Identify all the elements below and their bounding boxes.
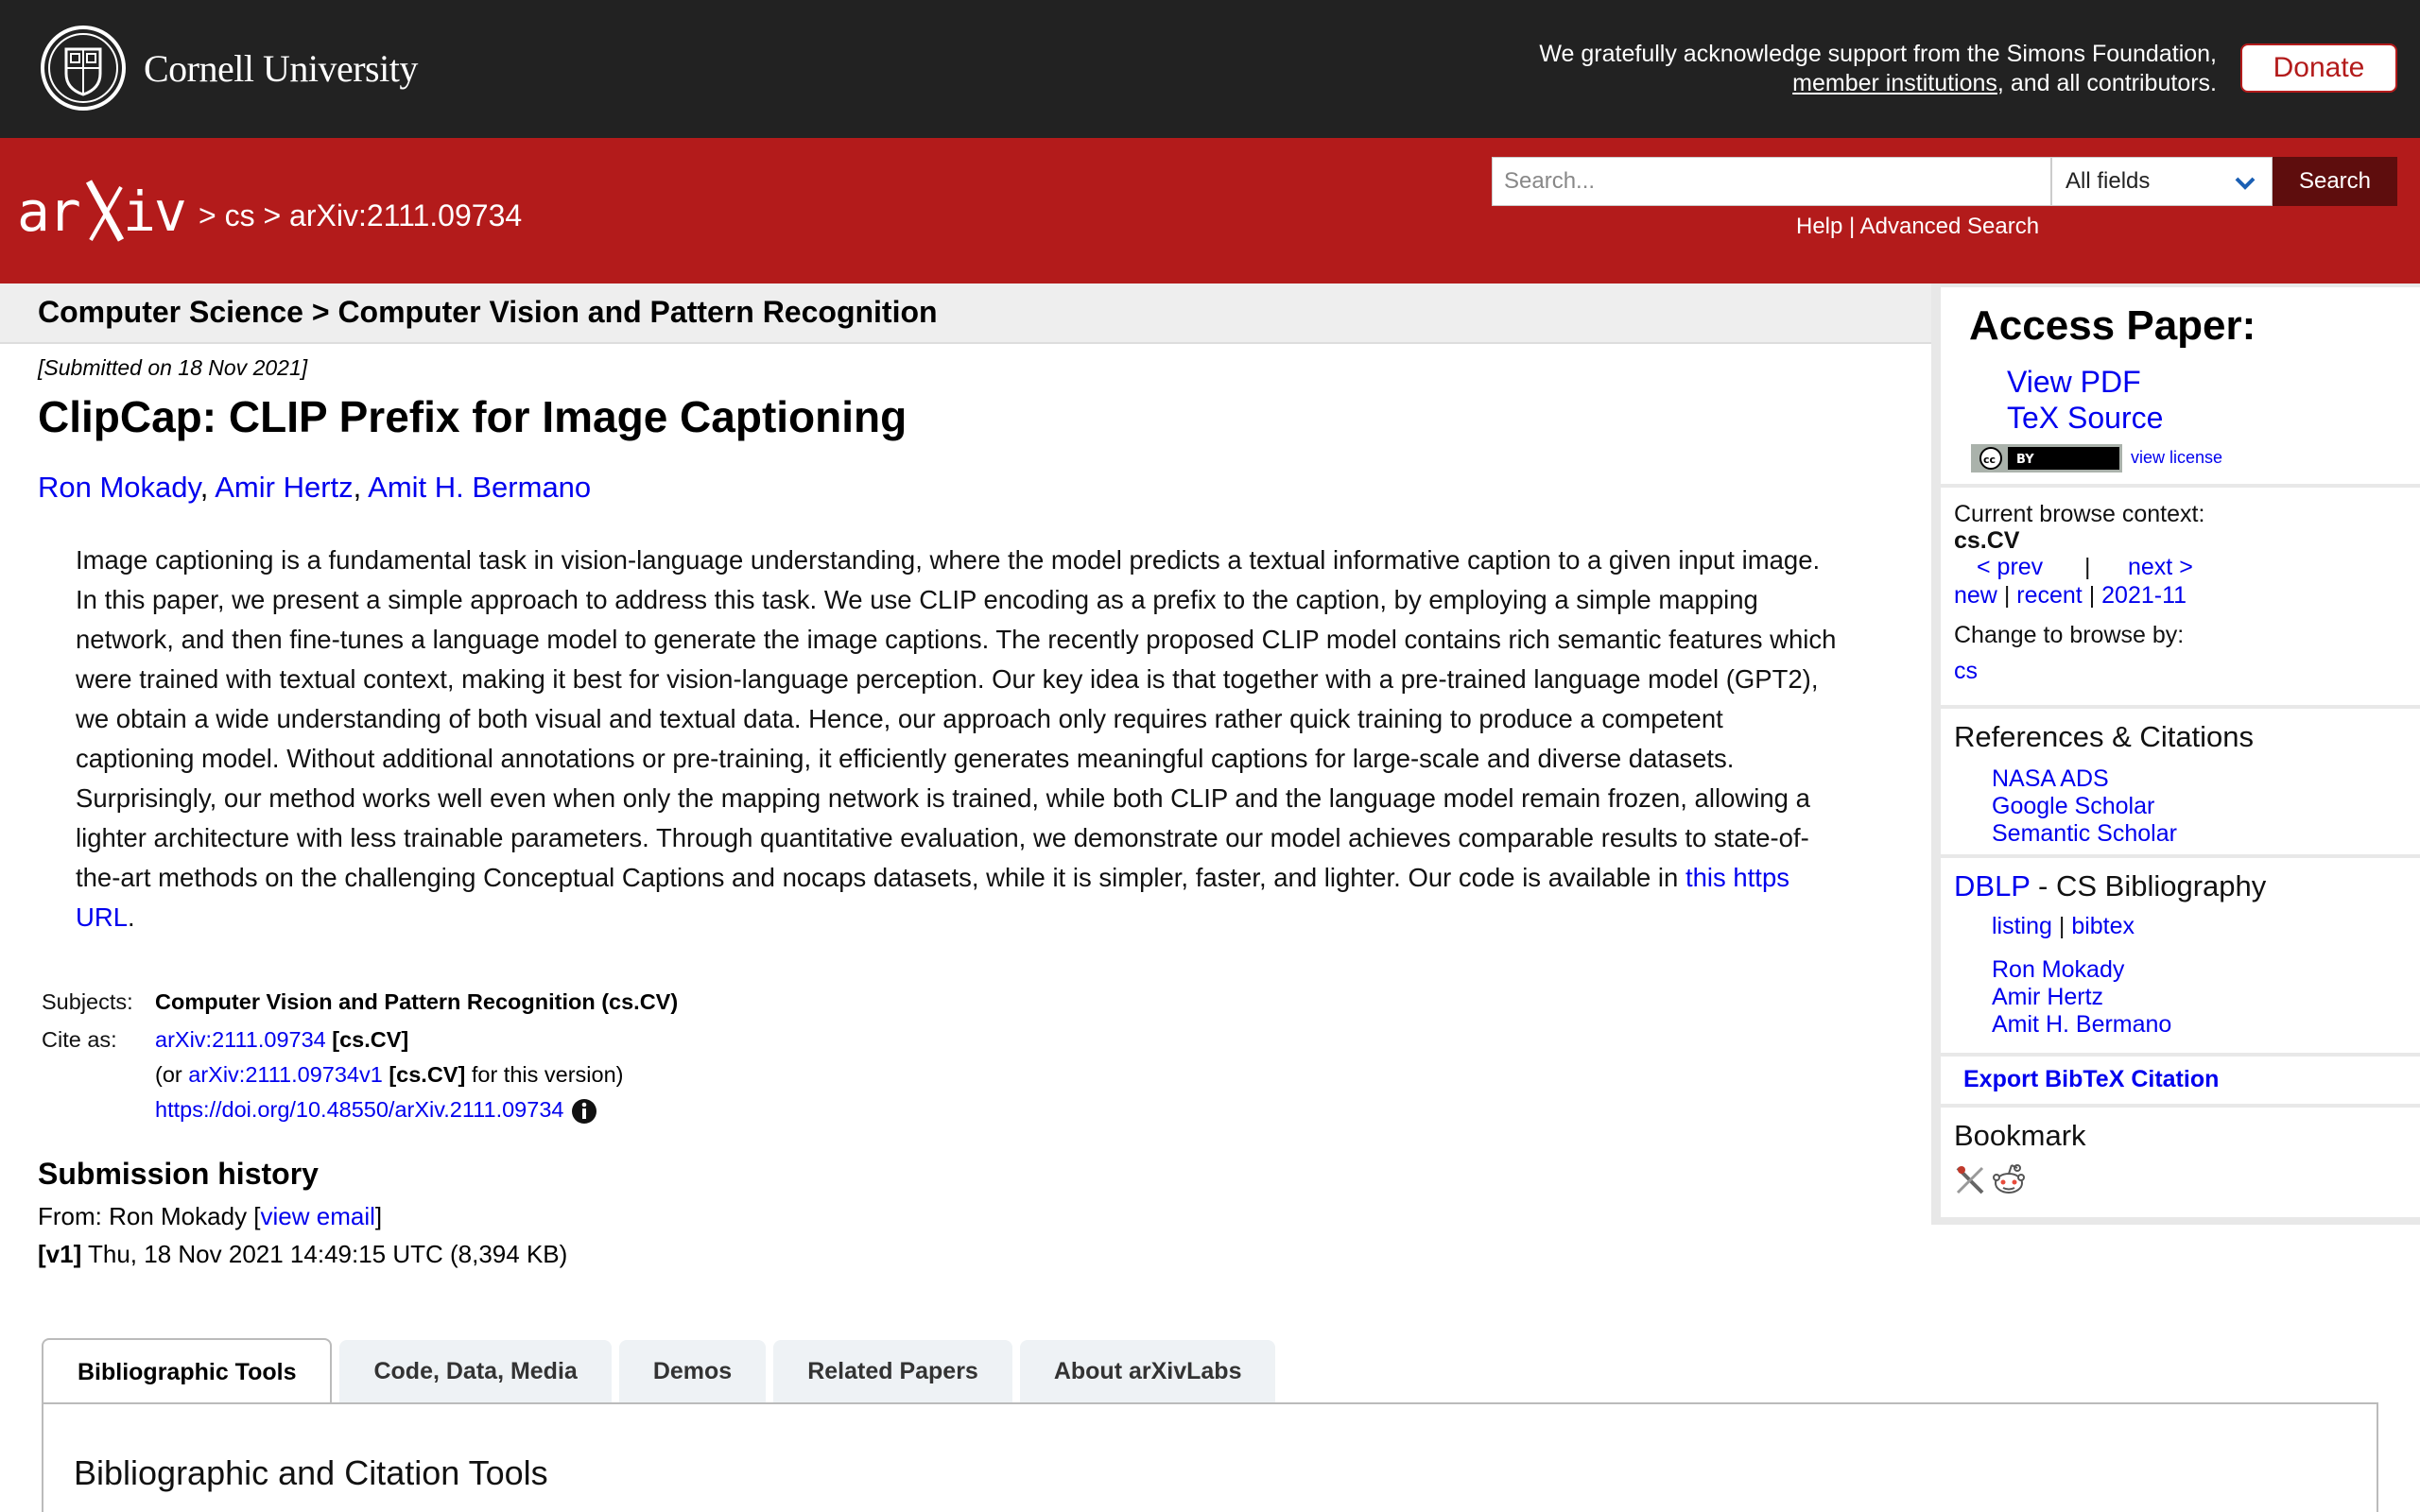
support-line-2-rest: , and all contributors. — [1996, 70, 2217, 96]
cite-id-link[interactable]: arXiv:2111.09734 — [155, 1027, 326, 1052]
help-links — [1796, 214, 2039, 240]
prev-next-separator: | — [2084, 554, 2091, 580]
support-line-2 — [1539, 69, 2217, 98]
author-list — [38, 471, 591, 505]
prev-link[interactable]: < prev — [1977, 554, 2044, 580]
help-separator: | — [1842, 214, 1860, 239]
cornell-name: Cornell University — [144, 46, 418, 90]
tab-related-papers[interactable]: Related Papers — [773, 1340, 1012, 1402]
dblp-author-link[interactable]: Ron Mokady — [1992, 956, 2125, 983]
cite-row — [42, 1021, 678, 1058]
cite-v1-link[interactable]: arXiv:2111.09734v1 — [188, 1062, 383, 1087]
subjects-row — [42, 983, 678, 1021]
access-paper-box — [1941, 287, 2420, 484]
semantic-scholar-link[interactable]: Semantic Scholar — [1992, 820, 2177, 847]
cornell-logo[interactable] — [40, 25, 418, 112]
cornell-banner — [0, 0, 2420, 138]
doi-row — [42, 1091, 678, 1128]
search-input[interactable] — [1492, 157, 2051, 206]
cite-label: Cite as: — [42, 1027, 117, 1052]
submission-v1 — [38, 1240, 567, 1269]
from-suffix: ] — [374, 1202, 383, 1230]
code-url-link[interactable]: this https URL — [76, 863, 1789, 932]
sidebar — [1931, 284, 2420, 1225]
author-link[interactable]: Amit H. Bermano — [368, 471, 592, 504]
advanced-search-link[interactable]: Advanced Search — [1859, 214, 2040, 239]
cc-badge-text: BY — [2016, 453, 2034, 467]
search-button[interactable]: Search — [2273, 157, 2397, 206]
cite-version-row — [42, 1058, 678, 1091]
author-sep: , — [353, 471, 369, 504]
bookmark-box — [1941, 1108, 2420, 1217]
subject-heading: Computer Science > Computer Vision and Pattern Recognition — [38, 295, 938, 329]
support-line-1: We gratefully acknowledge support from the Simons Foundation, — [1539, 41, 2217, 67]
view-pdf-link[interactable]: View PDF — [2007, 365, 2141, 399]
doi-value — [155, 1091, 597, 1128]
dblp-title-rest: - CS Bibliography — [2030, 869, 2267, 902]
chevron-down-icon — [2232, 169, 2258, 196]
dblp-link[interactable]: DBLP — [1954, 869, 2031, 902]
tab-demos[interactable]: Demos — [619, 1340, 766, 1402]
arxiv-logo-icon[interactable] — [17, 174, 192, 249]
subjects-value — [155, 983, 678, 1021]
help-link[interactable]: Help — [1796, 214, 1843, 239]
from-prefix: From: Ron Mokady [ — [38, 1202, 261, 1230]
breadcrumb[interactable]: > cs > arXiv:2111.09734 — [199, 198, 523, 232]
dblp-title — [1954, 869, 2266, 903]
abstract-text: Image captioning is a fundamental task in vision-language understanding, where the model predicts a textual informative caption to a given input image. In this paper, we present a simple approach to address this task. We use CLIP encoding as a prefix to the caption, by employing a simple mapping network, and then fine-tunes a language model to generate the image captions. The recently proposed CLIP model contains rich semantic features which were trained with textual context, making it best for vision-language perception. Our key idea is that together with a pre-trained language model (GPT2), we obtain a wide understanding of both visual and textual data. Hence, our approach only requires rather quick training to produce a competent captioning model. Without additional annotations or pre-training, it efficiently generates meaningful captions for large-scale and diverse datasets. Surprisingly, our method works well even when only the mapping network is trained, while both CLIP and the language model remain frozen, allowing a lighter architecture with less trainable parameters. Through quantitative evaluation, we demonstrate our model achieves comparable results to state-of-the-art methods on the challenging Conceptual Captions and nocaps datasets, while it is simpler, faster, and lighter. Our code is available in — [76, 545, 1837, 892]
svg-text:iv: iv — [123, 180, 185, 244]
subjects-label: Subjects: — [42, 989, 133, 1014]
browse-cs-link[interactable]: cs — [1954, 658, 1978, 684]
search-field-select[interactable] — [2051, 157, 2273, 206]
or-suffix: for this version) — [465, 1062, 624, 1087]
subject-bar — [0, 284, 1931, 344]
tab-panel — [42, 1402, 2378, 1512]
access-paper-title: Access Paper: — [1969, 302, 2256, 349]
subjects-primary: Computer Vision and Pattern Recognition (cs.CV) — [155, 989, 679, 1014]
month-link[interactable]: 2021-11 — [2101, 582, 2187, 609]
tex-source-link[interactable]: TeX Source — [2007, 401, 2164, 435]
labs-tabs — [42, 1340, 1283, 1404]
cite-version-value — [155, 1058, 623, 1091]
paper-title: ClipCap: CLIP Prefix for Image Captioning — [38, 392, 908, 441]
new-link[interactable]: new — [1954, 582, 1997, 609]
view-license-link[interactable]: view license — [2131, 448, 2223, 467]
search-field-value: All fields — [2066, 168, 2151, 194]
support-message — [1539, 40, 2217, 98]
metadata-table — [42, 983, 678, 1128]
donate-button[interactable]: Donate — [2240, 43, 2397, 93]
info-icon[interactable] — [571, 1098, 597, 1125]
cite-value — [155, 1021, 408, 1058]
doi-link[interactable]: https://doi.org/10.48550/arXiv.2111.09734 — [155, 1097, 564, 1122]
google-scholar-link[interactable]: Google Scholar — [1992, 793, 2155, 819]
or-prefix: (or — [155, 1062, 189, 1087]
svg-text:cc: cc — [1983, 454, 1996, 466]
tab-panel-title: Bibliographic and Citation Tools — [74, 1453, 548, 1492]
author-sep: , — [199, 471, 216, 504]
references-title: References & Citations — [1954, 720, 2255, 753]
browse-sep: | — [1996, 582, 2017, 609]
dblp-sep: | — [2051, 913, 2072, 939]
nasa-ads-link[interactable]: NASA ADS — [1992, 765, 2109, 792]
cite-v1-category: [cs.CV] — [382, 1062, 466, 1087]
abstract-end: . — [128, 902, 135, 932]
bookmark-title: Bookmark — [1954, 1119, 2086, 1152]
v1-label: [v1] — [38, 1240, 82, 1268]
reddit-icon[interactable] — [1990, 1160, 2028, 1198]
view-email-link[interactable]: view email — [260, 1202, 375, 1230]
tab-code-data-media[interactable]: Code, Data, Media — [339, 1340, 611, 1402]
cite-category: [cs.CV] — [325, 1027, 409, 1052]
export-bibtex-link[interactable]: Export BibTeX Citation — [1963, 1066, 2220, 1092]
v1-text: Thu, 18 Nov 2021 14:49:15 UTC (8,394 KB) — [81, 1240, 568, 1268]
submission-from — [38, 1202, 382, 1231]
browse-context-box — [1941, 488, 2420, 705]
browse-sep: | — [2082, 582, 2102, 609]
author-link[interactable]: Amir Hertz — [215, 471, 354, 504]
cc-by-license-icon[interactable] — [1971, 444, 2122, 472]
author-link[interactable]: Ron Mokady — [38, 471, 200, 504]
abstract — [76, 541, 1843, 937]
dblp-listing-link[interactable]: listing — [1992, 913, 2052, 939]
dblp-author-link[interactable]: Amir Hertz — [1992, 984, 2104, 1010]
export-box — [1941, 1057, 2420, 1104]
change-browse-label: Change to browse by: — [1954, 622, 2185, 648]
tab-bibliographic-tools[interactable]: Bibliographic Tools — [42, 1338, 332, 1404]
dblp-box — [1941, 858, 2420, 1053]
cornell-seal-icon — [40, 25, 127, 112]
submission-history-title: Submission history — [38, 1157, 319, 1191]
dblp-author-link[interactable]: Amit H. Bermano — [1992, 1011, 2172, 1038]
references-box — [1941, 709, 2420, 854]
browse-context-value: cs.CV — [1954, 527, 2020, 554]
doi-spacer — [42, 1091, 155, 1128]
cite-version-spacer — [42, 1058, 155, 1091]
next-link[interactable]: next > — [2128, 554, 2193, 580]
dblp-listing-links — [1992, 913, 2135, 940]
dblp-bibtex-link[interactable]: bibtex — [2071, 913, 2135, 939]
submitted-date: [Submitted on 18 Nov 2021] — [38, 355, 308, 380]
tab-about-arxivlabs[interactable]: About arXivLabs — [1020, 1340, 1276, 1402]
browse-links — [1954, 582, 2187, 610]
browse-context-label: Current browse context: — [1954, 501, 2205, 527]
bibsonomy-icon[interactable] — [1954, 1162, 1988, 1196]
svg-text:ar: ar — [17, 180, 79, 244]
member-institutions-link[interactable]: member institutions — [1792, 70, 1997, 96]
recent-link[interactable]: recent — [2016, 582, 2083, 609]
